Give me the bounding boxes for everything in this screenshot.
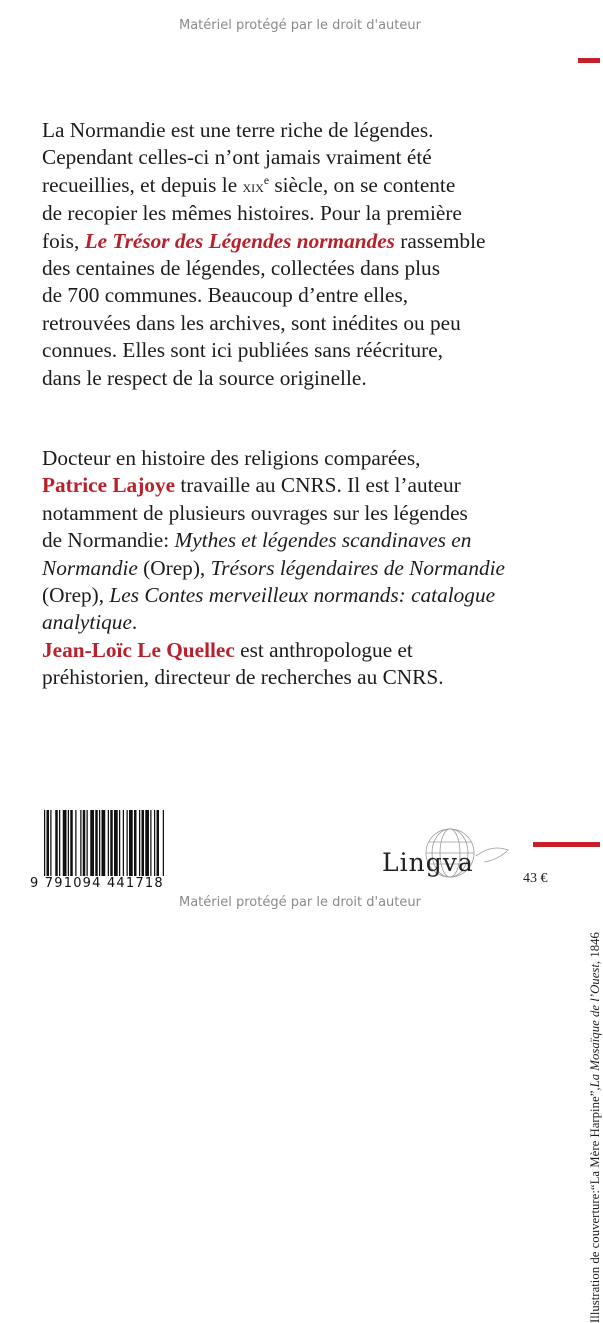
book-title: Le Trésor des Légendes normandes xyxy=(84,228,395,253)
barcode-bar xyxy=(127,810,128,876)
barcode-bar xyxy=(70,810,73,876)
barcode-bar xyxy=(95,810,98,876)
barcode-bar xyxy=(154,810,155,876)
barcode-bar xyxy=(83,810,86,876)
barcode-bar xyxy=(108,810,109,876)
publisher-name: Lingva xyxy=(382,848,474,877)
description-paragraph: La Normandie est une terre riche de légendes. Cependant celles-ci n’ont jamais vraiment été recueillies, et depuis le xix$^e$ siècle, on se contente de recopier les mêmes histoires. Pour la première fois, Le Trésor des Légendes normandes rassemble des centaines de légendes, collectées dans plus de 700 communes. Beaucoup d’entre elles, retrouvées dans les archives, sont inédites ou peu connues. Elles sont ici publiées sans réécriture, dans le respect de la source originelle. xyxy=(42,118,486,390)
red-accent-bar-bottom xyxy=(533,842,600,847)
barcode-bar xyxy=(163,810,164,876)
barcode-bar xyxy=(123,810,124,876)
barcode-bar xyxy=(68,810,69,876)
century-numeral: xix xyxy=(242,175,264,196)
authors-paragraph: Docteur en histoire des religions comparées, Patrice Lajoye travaille au CNRS. Il est l’auteur notamment de plusieurs ouvrages sur les légendes de Normandie: Mythes et légendes scandinaves en Normandie (Orep), Trésors légendaires de Normandie (Orep), Les Contes merveilleux normands: catalogue analytique. Jean-Loïc Le Quellec est anthropologue et préhistorien, directeur de recherches au CNRS. xyxy=(42,446,505,690)
author-name-lajoye: Patrice Lajoye xyxy=(42,473,176,498)
barcode-bar xyxy=(50,810,51,876)
barcode-bar xyxy=(142,810,145,876)
barcode-bar xyxy=(44,810,45,876)
barcode-bar xyxy=(114,810,118,876)
barcode-bar xyxy=(99,810,100,876)
barcode-bar xyxy=(80,810,81,876)
barcode-bar xyxy=(102,810,106,876)
author-name-le-quellec: Jean-Loïc Le Quellec xyxy=(42,637,235,662)
barcode-bar xyxy=(134,810,137,876)
barcode-bar xyxy=(150,810,151,876)
copyright-watermark-bottom: Matériel protégé par le droit d'auteur xyxy=(179,895,421,910)
barcode-bar xyxy=(59,810,60,876)
barcode-bar xyxy=(63,810,67,876)
barcode-bar xyxy=(47,810,50,876)
barcode-bar xyxy=(90,810,94,876)
barcode-bar xyxy=(87,810,88,876)
barcode-bar xyxy=(75,810,76,876)
barcode-bar xyxy=(139,810,140,876)
red-accent-bar-top xyxy=(578,58,600,63)
barcode-bar xyxy=(55,810,58,876)
price: 43 € xyxy=(523,871,548,886)
barcode-bar xyxy=(145,810,149,876)
isbn-digits: 9 791094 441718 xyxy=(30,876,164,891)
barcode-bar xyxy=(119,810,120,876)
barcode-bar xyxy=(129,810,133,876)
barcode-bar xyxy=(110,810,113,876)
copyright-watermark-top: Matériel protégé par le droit d'auteur xyxy=(179,18,421,33)
isbn-barcode xyxy=(42,810,212,876)
barcode-bar xyxy=(157,810,160,876)
